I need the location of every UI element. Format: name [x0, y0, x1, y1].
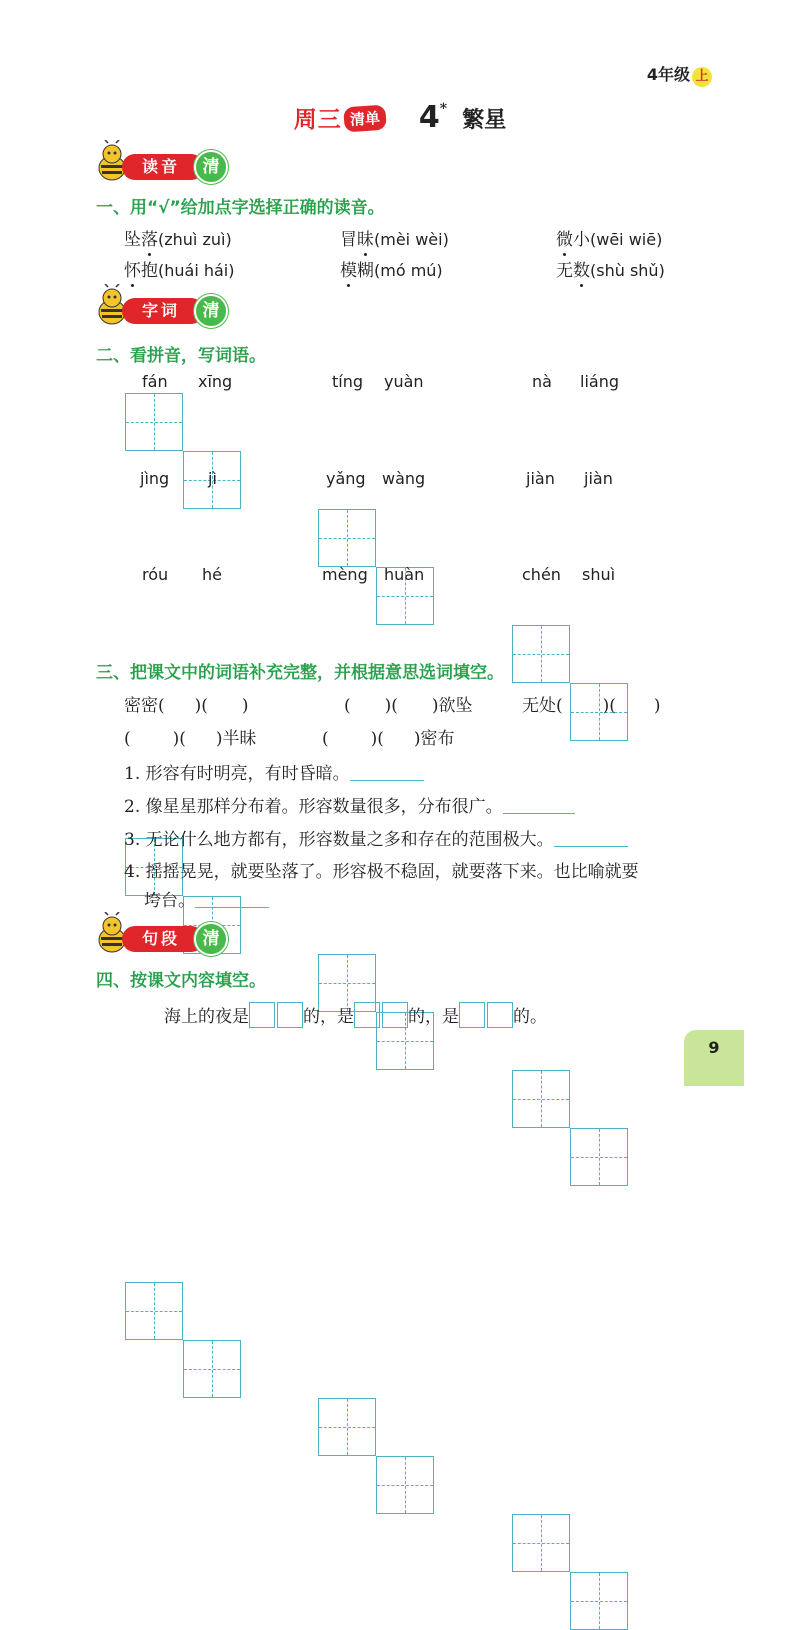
grade-badge: 上 [692, 67, 712, 87]
qing-badge-icon: 清 [194, 150, 228, 184]
definition-item-1: 1. 形容有时明亮，有时昏暗。 [124, 759, 424, 784]
reading-item: 坠落(zhuì zuì) [124, 230, 232, 250]
reading-item: 怀抱(huái hái) [124, 261, 235, 281]
pinyin-label: nà [532, 372, 552, 391]
pinyin-label: liáng [580, 372, 619, 391]
fill-box[interactable] [459, 1002, 485, 1028]
page-title [0, 100, 800, 135]
definition-item-3: 3. 无论什么地方都有，形容数量之多和存在的范围极大。 [124, 825, 628, 850]
fill-box[interactable] [382, 1002, 408, 1028]
writing-box[interactable] [512, 1514, 570, 1572]
section-label: 读音 [122, 154, 204, 180]
idiom-row-1c: 无处( )( ) [522, 696, 661, 716]
reading-item: 无数(shù shǔ) [556, 261, 665, 281]
pinyin-label: jìng [140, 469, 170, 488]
pinyin-label: fán [142, 372, 168, 391]
lesson-star: * [439, 101, 448, 117]
lesson-title: 繁星 [462, 107, 507, 133]
pinyin-label: yǎng [326, 469, 366, 488]
writing-box[interactable] [512, 625, 570, 683]
pinyin-label: wàng [382, 469, 426, 488]
pinyin-label: jì [208, 469, 217, 488]
writing-box[interactable] [318, 1398, 376, 1456]
pinyin-label: hé [202, 565, 222, 584]
pinyin-label: yuàn [384, 372, 424, 391]
q2-title: 二、看拼音，写词语。 [96, 346, 266, 366]
answer-blank[interactable] [195, 907, 269, 908]
page-number: 9 [684, 1030, 744, 1086]
writing-box[interactable] [570, 1572, 628, 1630]
qing-badge-icon: 清 [194, 294, 228, 328]
q1-title: 一、用“√”给加点字选择正确的读音。 [96, 198, 385, 218]
writing-box[interactable] [318, 509, 376, 567]
pinyin-label: jiàn [526, 469, 555, 488]
grade-label [647, 62, 712, 87]
pinyin-label: tíng [332, 372, 364, 391]
fill-box[interactable] [249, 1002, 275, 1028]
fill-box[interactable] [354, 1002, 380, 1028]
pinyin-label: xīng [198, 372, 233, 391]
idiom-row-2b: ( )( )密布 [322, 729, 455, 749]
pinyin-label: róu [142, 565, 169, 584]
idiom-row-2: ( )( )半昧 [124, 729, 257, 749]
fill-box[interactable] [277, 1002, 303, 1028]
lesson-number: 4 [418, 100, 440, 135]
q4-title: 四、按课文内容填空。 [96, 971, 266, 991]
pinyin-label: huàn [384, 565, 425, 584]
writing-box[interactable] [570, 1128, 628, 1186]
writing-box[interactable] [183, 1340, 241, 1398]
section-label: 字词 [122, 298, 204, 324]
writing-box[interactable] [512, 1070, 570, 1128]
pinyin-label: mèng [322, 565, 368, 584]
qing-badge-icon: 清 [194, 922, 228, 956]
answer-blank[interactable] [350, 780, 424, 781]
q3-title: 三、把课文中的词语补充完整，并根据意思选词填空。 [96, 663, 504, 683]
day-badge: 清单 [343, 105, 387, 133]
reading-item: 冒昧(mèi wèi) [340, 230, 449, 250]
fill-box[interactable] [487, 1002, 513, 1028]
idiom-row-1b: ( )( )欲坠 [344, 696, 473, 716]
answer-blank[interactable] [503, 813, 575, 814]
grade-text: 4年级 [646, 65, 690, 84]
day-title: 周三 [293, 106, 342, 133]
pinyin-label: shuì [582, 565, 616, 584]
definition-item-2: 2. 像星星那样分布着。形容数量很多，分布很广。 [124, 792, 575, 817]
section-label: 句段 [122, 926, 204, 952]
answer-blank[interactable] [554, 846, 628, 847]
reading-item: 模糊(mó mú) [340, 261, 443, 281]
pinyin-label: jiàn [584, 469, 613, 488]
writing-box[interactable] [376, 1456, 434, 1514]
idiom-row-1: 密密( )( ) [124, 696, 249, 716]
fill-sentence: 海上的夜是 的，是 的，是 的。 [164, 1002, 547, 1028]
writing-box[interactable] [125, 393, 183, 451]
pinyin-label: chén [522, 565, 561, 584]
definition-item-4: 4. 摇摇晃晃，就要坠落了。形容极不稳固，就要落下来。也比喻就要 [124, 862, 639, 882]
reading-item: 微小(wēi wiē) [556, 230, 663, 250]
definition-item-4-cont: 垮台。 [144, 886, 269, 911]
writing-box[interactable] [125, 1282, 183, 1340]
